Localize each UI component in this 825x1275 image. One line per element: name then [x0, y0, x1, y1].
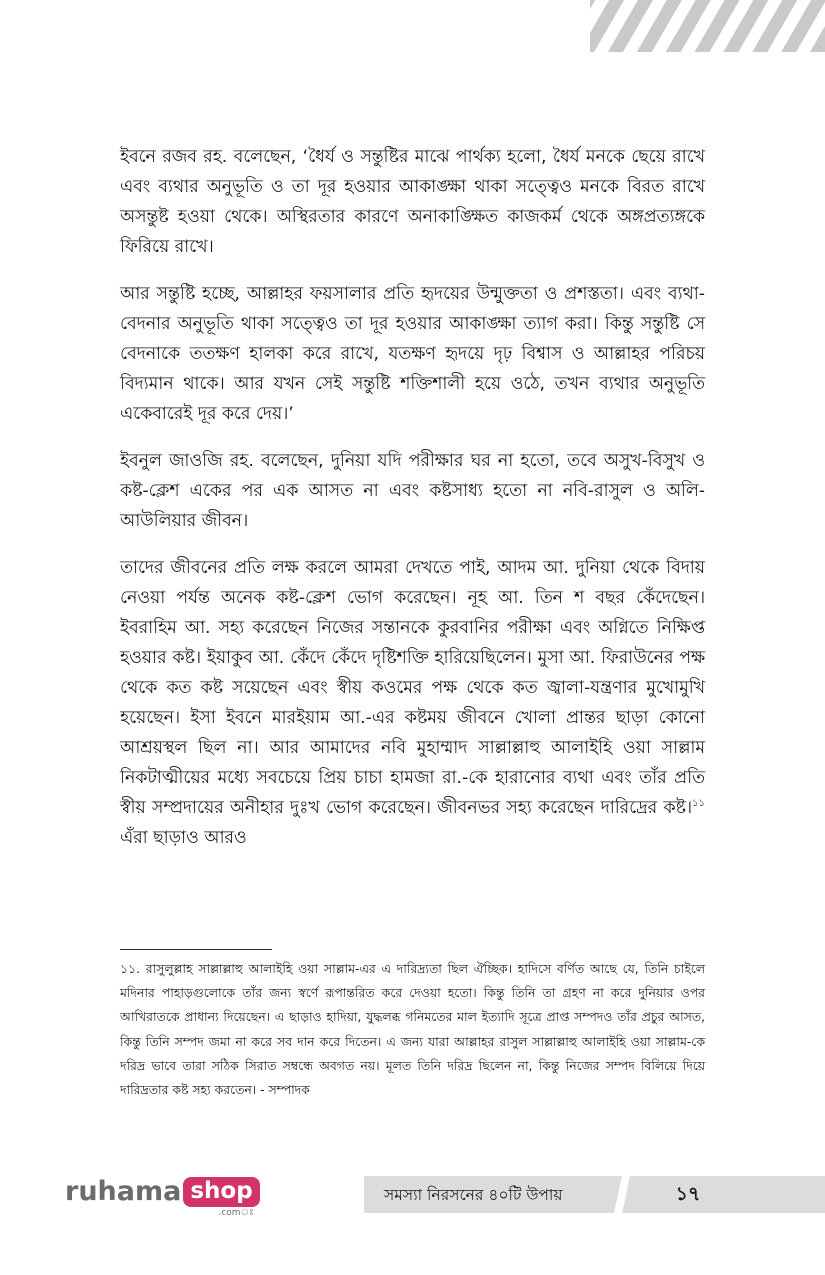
book-title: সমস্যা নিরসনের ৪০টি উপায়	[384, 1186, 563, 1204]
main-text	[120, 142, 705, 853]
corner-stripes-decoration	[590, 0, 825, 52]
paragraph-4-text: তাদের জীবনের প্রতি লক্ষ করলে আমরা দেখতে পাই, আদম আ. দুনিয়া থেকে বিদায় নেওয়া পর্যন্ত অনেক কষ্ট-ক্লেশ ভোগ করেছেন। নূহ আ. তিন শ বছর কেঁদেছেন। ইবরাহিম আ. সহ্য করেছেন নিজের সন্তানকে কুরবানির পরীক্ষা এবং অগ্নিতে নিক্ষিপ্ত হওয়ার কষ্ট। ইয়াকুব আ. কেঁদে কেঁদে দৃষ্টিশক্তি হারিয়েছিলেন। মুসা আ. ফিরাউনের পক্ষ থেকে কত কষ্ট সয়েছেন এবং স্বীয় কওমের পক্ষ থেকে কত জ্বালা-যন্ত্রণার মুখোমুখি হয়েছেন। ইসা ইবনে মারইয়াম আ.-এর কষ্টময় জীবনে খোলা প্রান্তর ছাড়া কোনো আশ্রয়স্থল ছিল না। আর আমাদের নবি মুহাম্মাদ সাল্লাল্লাহু আলাইহি ওয়া সাল্লাম নিকটাত্মীয়ের মধ্যে সবচেয়ে প্রিয় চাচা হামজা রা.-কে হারানোর ব্যথা এবং তাঁর প্রতি স্বীয় সম্প্রদায়ের অনীহার দুঃখ ভোগ করেছেন। জীবনভর সহ্য করেছেন দারিদ্রের কষ্ট।	[120, 558, 705, 818]
logo-shop-group	[181, 1177, 259, 1219]
paragraph-4	[120, 553, 705, 853]
paragraph-2: আর সন্তুষ্টি হচ্ছে, আল্লাহর ফয়সালার প্রতি হৃদয়ের উন্মুক্ততা ও প্রশস্ততা। এবং ব্যথা-বেদনার অনুভূতি থাকা সত্ত্বেও তা দূর হওয়ার আকাঙ্ক্ষা ত্যাগ করা। কিন্তু সন্তুষ্টি সে বেদনাকে ততক্ষণ হালকা করে রাখে, যতক্ষণ হৃদয়ে দৃঢ় বিশ্বাস ও আল্লাহর পরিচয় বিদ্যমান থাকে। আর যখন সেই সন্তুষ্টি শক্তিশালী হয়ে ওঠে, তখন ব্যথার অনুভূতি একেবারেই দূর করে দেয়।’	[120, 284, 705, 424]
logo-wordmark: ruhama	[65, 1176, 182, 1207]
footnote-divider	[120, 949, 272, 950]
paragraph-4-continuation: এঁরা ছাড়াও আরও	[120, 828, 247, 848]
page-number: ১৭	[675, 1183, 701, 1205]
paragraph-1: ইবনে রজব রহ. বলেছেন, ‘ধৈর্য ও সন্তুষ্টির মাঝে পার্থক্য হলো, ধৈর্য মনকে ছেয়ে রাখে এবং ব্যথার অনুভূতি ও তা দূর হওয়ার আকাঙ্ক্ষা থাকা সত্ত্বেও মনকে বিরত রাখে অসন্তুষ্ট হওয়া থেকে। অস্থিরতার কারণে অনাকাঙ্ক্ষিত কাজকর্ম থেকে অঙ্গপ্রত্যঙ্গকে ফিরিয়ে রাখে।	[120, 147, 705, 257]
footnote-reference[interactable]: ১১	[692, 798, 705, 810]
publisher-logo	[65, 1177, 260, 1217]
footnote: ১১. রাসুলুল্লাহ সাল্লাল্লাহু আলাইহি ওয়া সাল্লাম-এর এ দারিদ্র্যতা ছিল ঐচ্ছিক। হাদিসে বর্ণিত আছে যে, তিনি চাইলে মদিনার পাহাড়গুলোকে তাঁর জন্য স্বর্ণে রূপান্তরিত করে দেওয়া হতো। কিন্তু তিনি তা গ্রহণ না করে দুনিয়ার ওপর আখিরাতকে প্রাধান্য দিয়েছেন। এ ছাড়াও হাদিয়া, যুদ্ধলব্ধ গনিমতের মাল ইত্যাদি সূত্রে প্রাপ্ত সম্পদও তাঁর প্রচুর আসত, কিন্তু তিনি সম্পদ জমা না করে সব দান করে দিতেন। এ জন্য যারা আল্লাহর রাসুল সাল্লাল্লাহু আলাইহি ওয়া সাল্লাম-কে দরিদ্র ভাবে তারা সঠিক সিরাত সম্বন্ধে অবগত নয়। মূলত তিনি দরিদ্র ছিলেন না, কিন্তু নিজের সম্পদ বিলিয়ে দিয়ে দারিদ্রতার কষ্ট সহ্য করতেন। - সম্পাদক	[120, 961, 705, 1098]
logo-domain: .comঃ	[218, 1208, 254, 1218]
logo-shop-badge: shop	[183, 1177, 259, 1207]
paragraph-3: ইবনুল জাওজি রহ. বলেছেন, দুনিয়া যদি পরীক্ষার ঘর না হতো, তবে অসুখ-বিসুখ ও কষ্ট-ক্লেশ একের পর এক আসত না এবং কষ্টসাধ্য হতো না নবি-রাসুল ও অলি-আউলিয়ার জীবন।	[120, 451, 705, 531]
